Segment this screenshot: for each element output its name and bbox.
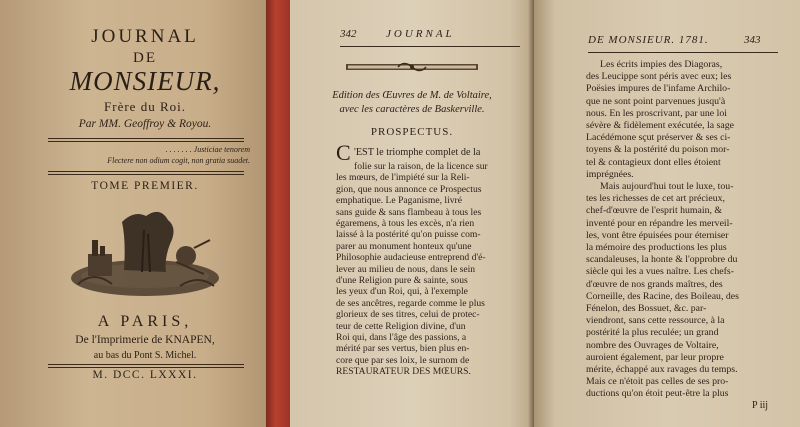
city: A PARIS, <box>97 313 193 330</box>
address: au bas du Pont S. Michel. <box>93 350 197 361</box>
title-journal: JOURNAL <box>91 26 199 47</box>
running-head: JOURNAL <box>386 28 455 40</box>
title-page <box>0 0 290 427</box>
text-line: Corneille, des Racine, des Boileau, des <box>586 290 739 302</box>
text-line: ductions qu'on étoit peut-être la plus <box>586 388 729 400</box>
text-line: laissé à la postérité qu'on puisse com- <box>336 229 481 241</box>
text-line: d'œuvre de nos grands maîtres, des <box>586 278 723 290</box>
text-line: des Leucippe sont péris avec eux; les <box>586 71 732 83</box>
text-line: les yeux d'un Roi, qui, à l'exemple <box>336 286 468 298</box>
authors: Par MM. Geoffroy & Royou. <box>78 118 212 130</box>
text-line: postérité la plus reculée; un grand <box>586 327 719 339</box>
rule <box>48 138 244 142</box>
text-line: la mémoire des productions les plus <box>586 242 727 253</box>
text-line: que ne sont point parvenues jusqu'à <box>586 95 726 107</box>
edition-title: avec les caractères de Baskerville. <box>339 104 485 115</box>
text-line: tes les richesses de cet art précieux, <box>586 193 725 205</box>
epigraph <box>40 144 250 166</box>
page-number: 342 <box>340 28 357 40</box>
page-number: 343 <box>744 34 761 46</box>
text-line: nombre des Ouvrages de Voltaire, <box>586 339 719 351</box>
text-line: de ses ancêtres, regarde comme le plus <box>336 297 485 309</box>
text-line: gion, que nous annonce ce Prospectus <box>336 183 482 195</box>
text-line: Fénelon, des Bossuet, &c. par- <box>586 303 707 314</box>
ornament-band <box>346 60 478 74</box>
date: M. DCC. LXXXI. <box>92 369 198 381</box>
right-page <box>534 0 800 427</box>
rule <box>340 46 520 47</box>
text-line: sans guide & sans flambeau à tous les <box>336 206 482 218</box>
text-line: nous. En les proscrivant, par une loi <box>586 107 727 119</box>
section-title: PROSPECTUS. <box>370 126 454 138</box>
text-line: core que par ses loix, le surnom de <box>336 354 470 366</box>
text-line: Roi qui, dans l'âge des passions, a <box>336 332 467 343</box>
text-line: les, vont être épuisées pour éterniser <box>586 229 729 241</box>
subtitle: Frère du Roi. <box>104 99 186 114</box>
text-line: scandaleuses, la honte & l'opprobre du <box>586 254 738 266</box>
rule <box>588 52 778 53</box>
title-de: DE <box>133 50 157 66</box>
text-line: viendront, sans cette ressource, à la <box>586 315 725 327</box>
signature-mark: P iij <box>752 400 769 411</box>
page-edge <box>266 0 290 427</box>
text-line: siècle qui les a vues naître. Les chefs- <box>586 266 734 278</box>
text-line: Les écrits impies des Diagoras, <box>600 59 723 70</box>
text-line: chef-d'œuvre de l'esprit humain, & <box>586 205 723 217</box>
text-line: égaremens, à tous les excès, n'a rien <box>336 218 475 229</box>
epigraph-line: Flectere non odium cogit, non gratia suadet. <box>107 156 250 165</box>
text-line: mérité par ses vertus, bien plus en- <box>336 343 470 355</box>
text-line: teur de cette Religion divine, d'un <box>336 320 466 332</box>
running-head: DE MONSIEUR. 1781. <box>588 34 709 46</box>
text-line: sévère & fidèlement exécutée, la sage <box>586 120 734 131</box>
text-line: Philosophie audacieuse entreprend d'é- <box>336 252 486 264</box>
text-line: Poësies impures de l'infame Archilo- <box>586 83 731 95</box>
text-line: emphatique. Le Paganisme, livré <box>336 195 463 207</box>
text-line: Mais aujourd'hui tout le luxe, tou- <box>600 181 734 192</box>
edition-title: Edition des Œuvres de M. de Voltaire, <box>332 90 492 101</box>
text-line: mérite, échappé aux ravages du temps. <box>586 364 738 375</box>
text-line: tel & contagieux dont elles étoient <box>586 156 721 168</box>
text-line: inventé pour en répandre les merveil- <box>586 217 733 229</box>
text-line: imprégnées. <box>586 168 634 180</box>
text-line: lever au milieu de nous, dans le sein <box>336 263 476 275</box>
epigraph-line: . . . . . . . Justiciae tenorem <box>165 145 250 154</box>
text-line: RESTAURATEUR DES MŒURS. <box>336 366 471 378</box>
text-line: 'EST le triomphe complet de la <box>354 147 481 158</box>
vignette-engraving <box>64 200 226 300</box>
text-line: folie sur la raison, de la licence sur <box>354 161 488 172</box>
text-line: auroient également, par leur propre <box>586 351 724 363</box>
rule <box>48 171 244 175</box>
title-monsieur: MONSIEUR, <box>69 66 221 96</box>
text-line: toyens & la postérité du poison mor- <box>586 144 730 156</box>
text-line: Lacédémone sçut préserver & ses ci- <box>586 132 731 144</box>
text-line: Mais ce n'étoit pas celles de ses pro- <box>586 376 729 388</box>
left-page <box>290 0 534 427</box>
printer: De l'Imprimerie de KNAPEN, <box>75 334 215 346</box>
drop-cap: C <box>336 140 351 165</box>
text-line: parer au monument honteux qu'une <box>336 240 472 252</box>
tome: TOME PREMIER. <box>91 180 199 192</box>
text-line: d'une Religion pure & sainte, sous <box>336 275 468 286</box>
text-line: glorieux de ses titres, celui de protec- <box>336 309 480 321</box>
rule <box>48 364 244 368</box>
text-line: les mœurs, de l'impiété sur la Reli- <box>336 172 470 184</box>
